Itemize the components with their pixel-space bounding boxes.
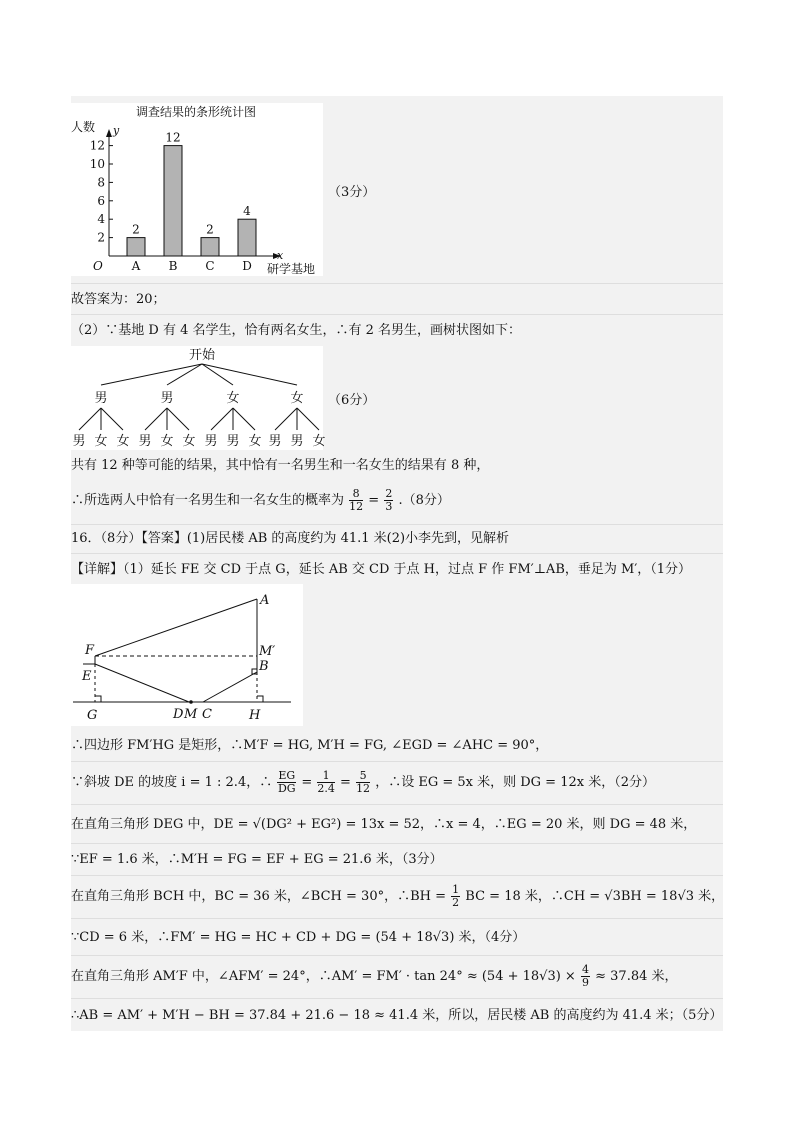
- tree-leaf: 男: [268, 434, 282, 449]
- bar-C: [201, 238, 219, 256]
- label-E: E: [82, 669, 92, 684]
- step-5: 在直角三角形 BCH 中，BC = 36 米，∠BCH = 30°，∴BH = $\frac{1}{2}$ BC = 18 米，∴CH = √3BH = 18√3 米，: [71, 883, 725, 909]
- slope-BC: [203, 672, 257, 702]
- label-M: M: [184, 707, 198, 722]
- tree-l1-node: 男: [160, 391, 174, 406]
- bar-D: [238, 219, 256, 256]
- right-angle-G: [95, 696, 101, 702]
- separator: [71, 524, 723, 525]
- tree-diagram-figure: [71, 346, 326, 450]
- separator: [71, 998, 723, 999]
- fraction-4-9: $\frac{4}{9}$: [581, 963, 589, 989]
- tree-leaf: 男: [204, 434, 218, 449]
- geometry-figure: [71, 584, 303, 726]
- y-axis-unit: 人数: [71, 120, 96, 134]
- fraction-1-2.4: $\frac{1}{2.4}$: [317, 769, 335, 795]
- outcomes-line: 共有 12 种等可能的结果，其中恰有一名男生和一名女生的结果有 8 种，: [71, 458, 490, 473]
- tree-leaf: 女: [94, 434, 108, 449]
- tree-root: 开始: [188, 348, 216, 363]
- bar-A: [127, 238, 145, 256]
- y-tick-label: 8: [97, 175, 105, 190]
- label-H: H: [249, 708, 261, 723]
- step-6: ∵CD = 6 米，∴FM′ = HG = HC + CD + DG = (54 + 18√3) 米，（4分）: [71, 930, 526, 945]
- tree-leaf: 女: [312, 434, 326, 449]
- bar-chart-figure: [71, 103, 323, 276]
- category-label: B: [168, 259, 178, 273]
- label-D: D: [173, 707, 184, 722]
- bar-value-label: 12: [165, 130, 181, 145]
- tree-leaf: 女: [160, 434, 174, 449]
- separator: [71, 553, 723, 554]
- slope-ED: [95, 664, 189, 702]
- prob-suffix: .（8分）: [398, 493, 450, 508]
- separator: [71, 804, 723, 805]
- step-2: ∵斜坡 DE 的坡度 i = 1 : 2.4，∴ $\frac{EG}{DG}$ = $\frac{1}{2.4}$ = $\frac{5}{12}$ ，∴设 EG = 5x 米，则 DG = 12x 米，（2分）: [71, 769, 655, 795]
- tree-diagram: [71, 346, 326, 450]
- separator: [71, 283, 723, 284]
- fraction-5-12: $\frac{5}{12}$: [356, 769, 371, 795]
- bar-value-label: 2: [132, 222, 140, 237]
- origin-label: O: [93, 259, 103, 273]
- q16-detail: 【详解】（1）延长 FE 交 CD 于点 G，延长 AB 交 CD 于点 H，过点 F 作 FM′⊥AB，垂足为 M′，（1分）: [71, 562, 692, 577]
- y-axis-letter: y: [113, 124, 120, 137]
- y-tick-label: 10: [89, 157, 105, 171]
- step-4: ∵EF = 1.6 米，∴M′H = FG = EF + EG = 21.6 米，（3分）: [71, 852, 443, 867]
- right-angle-H: [257, 696, 263, 702]
- part2-intro: （2）∵基地 D 有 4 名学生，恰有两名女生，∴有 2 名男生，画树状图如下：: [71, 323, 522, 338]
- point-M: [189, 700, 193, 704]
- bar-chart: [71, 103, 323, 276]
- separator: [71, 843, 723, 844]
- prob-prefix: ∴所选两人中恰有一名男生和一名女生的概率为: [71, 493, 345, 508]
- bar-B: [164, 146, 182, 256]
- y-tick-label: 4: [97, 212, 105, 227]
- step-8: ∴AB = AM′ + M′H − BH = 37.84 + 21.6 − 18 ≈ 41.4 米，所以，居民楼 AB 的高度约为 41.4 米；（5分）: [71, 1008, 723, 1023]
- fraction-8-12: $\frac{8}{12}$: [349, 487, 364, 513]
- tree-leaf: 女: [182, 434, 196, 449]
- label-C: C: [202, 707, 212, 722]
- probability-line: [71, 486, 723, 516]
- tree-leaf: 女: [116, 434, 130, 449]
- tree-l1-node: 女: [290, 391, 304, 406]
- label-A: A: [260, 593, 270, 608]
- x-axis-letter: x: [277, 249, 284, 262]
- tree-leaf: 男: [226, 434, 240, 449]
- x-axis-label: 研学基地: [267, 262, 316, 276]
- y-tick-label: 6: [97, 193, 105, 208]
- step-3: 在直角三角形 DEG 中，DE = √(DG² + EG²) = 13x = 52，∴x = 4，∴EG = 20 米，则 DG = 48 米，: [71, 817, 697, 832]
- bar-value-label: 2: [206, 222, 214, 237]
- separator: [71, 918, 723, 919]
- tree-score-note: （6分）: [328, 393, 376, 408]
- separator: [71, 955, 723, 956]
- y-tick-label: 2: [97, 230, 105, 245]
- chart-title: 调查结果的条形统计图: [135, 105, 257, 119]
- equals-sign: =: [368, 493, 380, 508]
- chart-score-note: （3分）: [328, 185, 376, 200]
- fraction-2-3: $\frac{2}{3}$: [385, 487, 393, 513]
- separator: [71, 314, 723, 315]
- separator: [71, 875, 723, 876]
- tree-leaf: 男: [72, 434, 86, 449]
- y-tick-label: 12: [89, 138, 105, 153]
- q16-header: 16．（8分）【答案】(1)居民楼 AB 的高度约为 41.1 米(2)小李先到，见解析: [71, 531, 510, 546]
- tree-leaf: 女: [248, 434, 262, 449]
- bar-value-label: 4: [243, 204, 251, 219]
- step-1: ∴四边形 FM′HG 是矩形，∴M′F = HG, M′H = FG, ∠EGD = ∠AHC = 90°，: [71, 738, 549, 753]
- separator: [71, 761, 723, 762]
- geometry-diagram: [71, 584, 303, 726]
- category-label: C: [205, 259, 215, 273]
- fraction-1-2: $\frac{1}{2}$: [452, 883, 460, 909]
- tree-leaf: 男: [138, 434, 152, 449]
- bars: [127, 131, 256, 273]
- label-B: B: [259, 659, 269, 674]
- tree-l1-node: 女: [226, 391, 240, 406]
- tree-leaf: 男: [290, 434, 304, 449]
- answer-line: 故答案为：20；: [71, 292, 166, 307]
- y-ticks: [90, 139, 113, 245]
- y-axis-arrow: [106, 129, 112, 137]
- label-G: G: [87, 708, 98, 723]
- category-label: D: [242, 259, 252, 273]
- line-FA: [95, 599, 257, 656]
- fraction-EG-DG: $\frac{EG}{DG}$: [277, 769, 296, 795]
- step-7: 在直角三角形 AM′F 中，∠AFM′ = 24°，∴AM′ = FM′ · tan 24° ≈ (54 + 18√3) × $\frac{4}{9}$ ≈ 37.84 米，: [71, 963, 678, 989]
- label-M-prime: M′: [259, 644, 276, 659]
- tree-l1-node: 男: [94, 391, 108, 406]
- category-label: A: [131, 259, 141, 273]
- label-F: F: [85, 643, 95, 658]
